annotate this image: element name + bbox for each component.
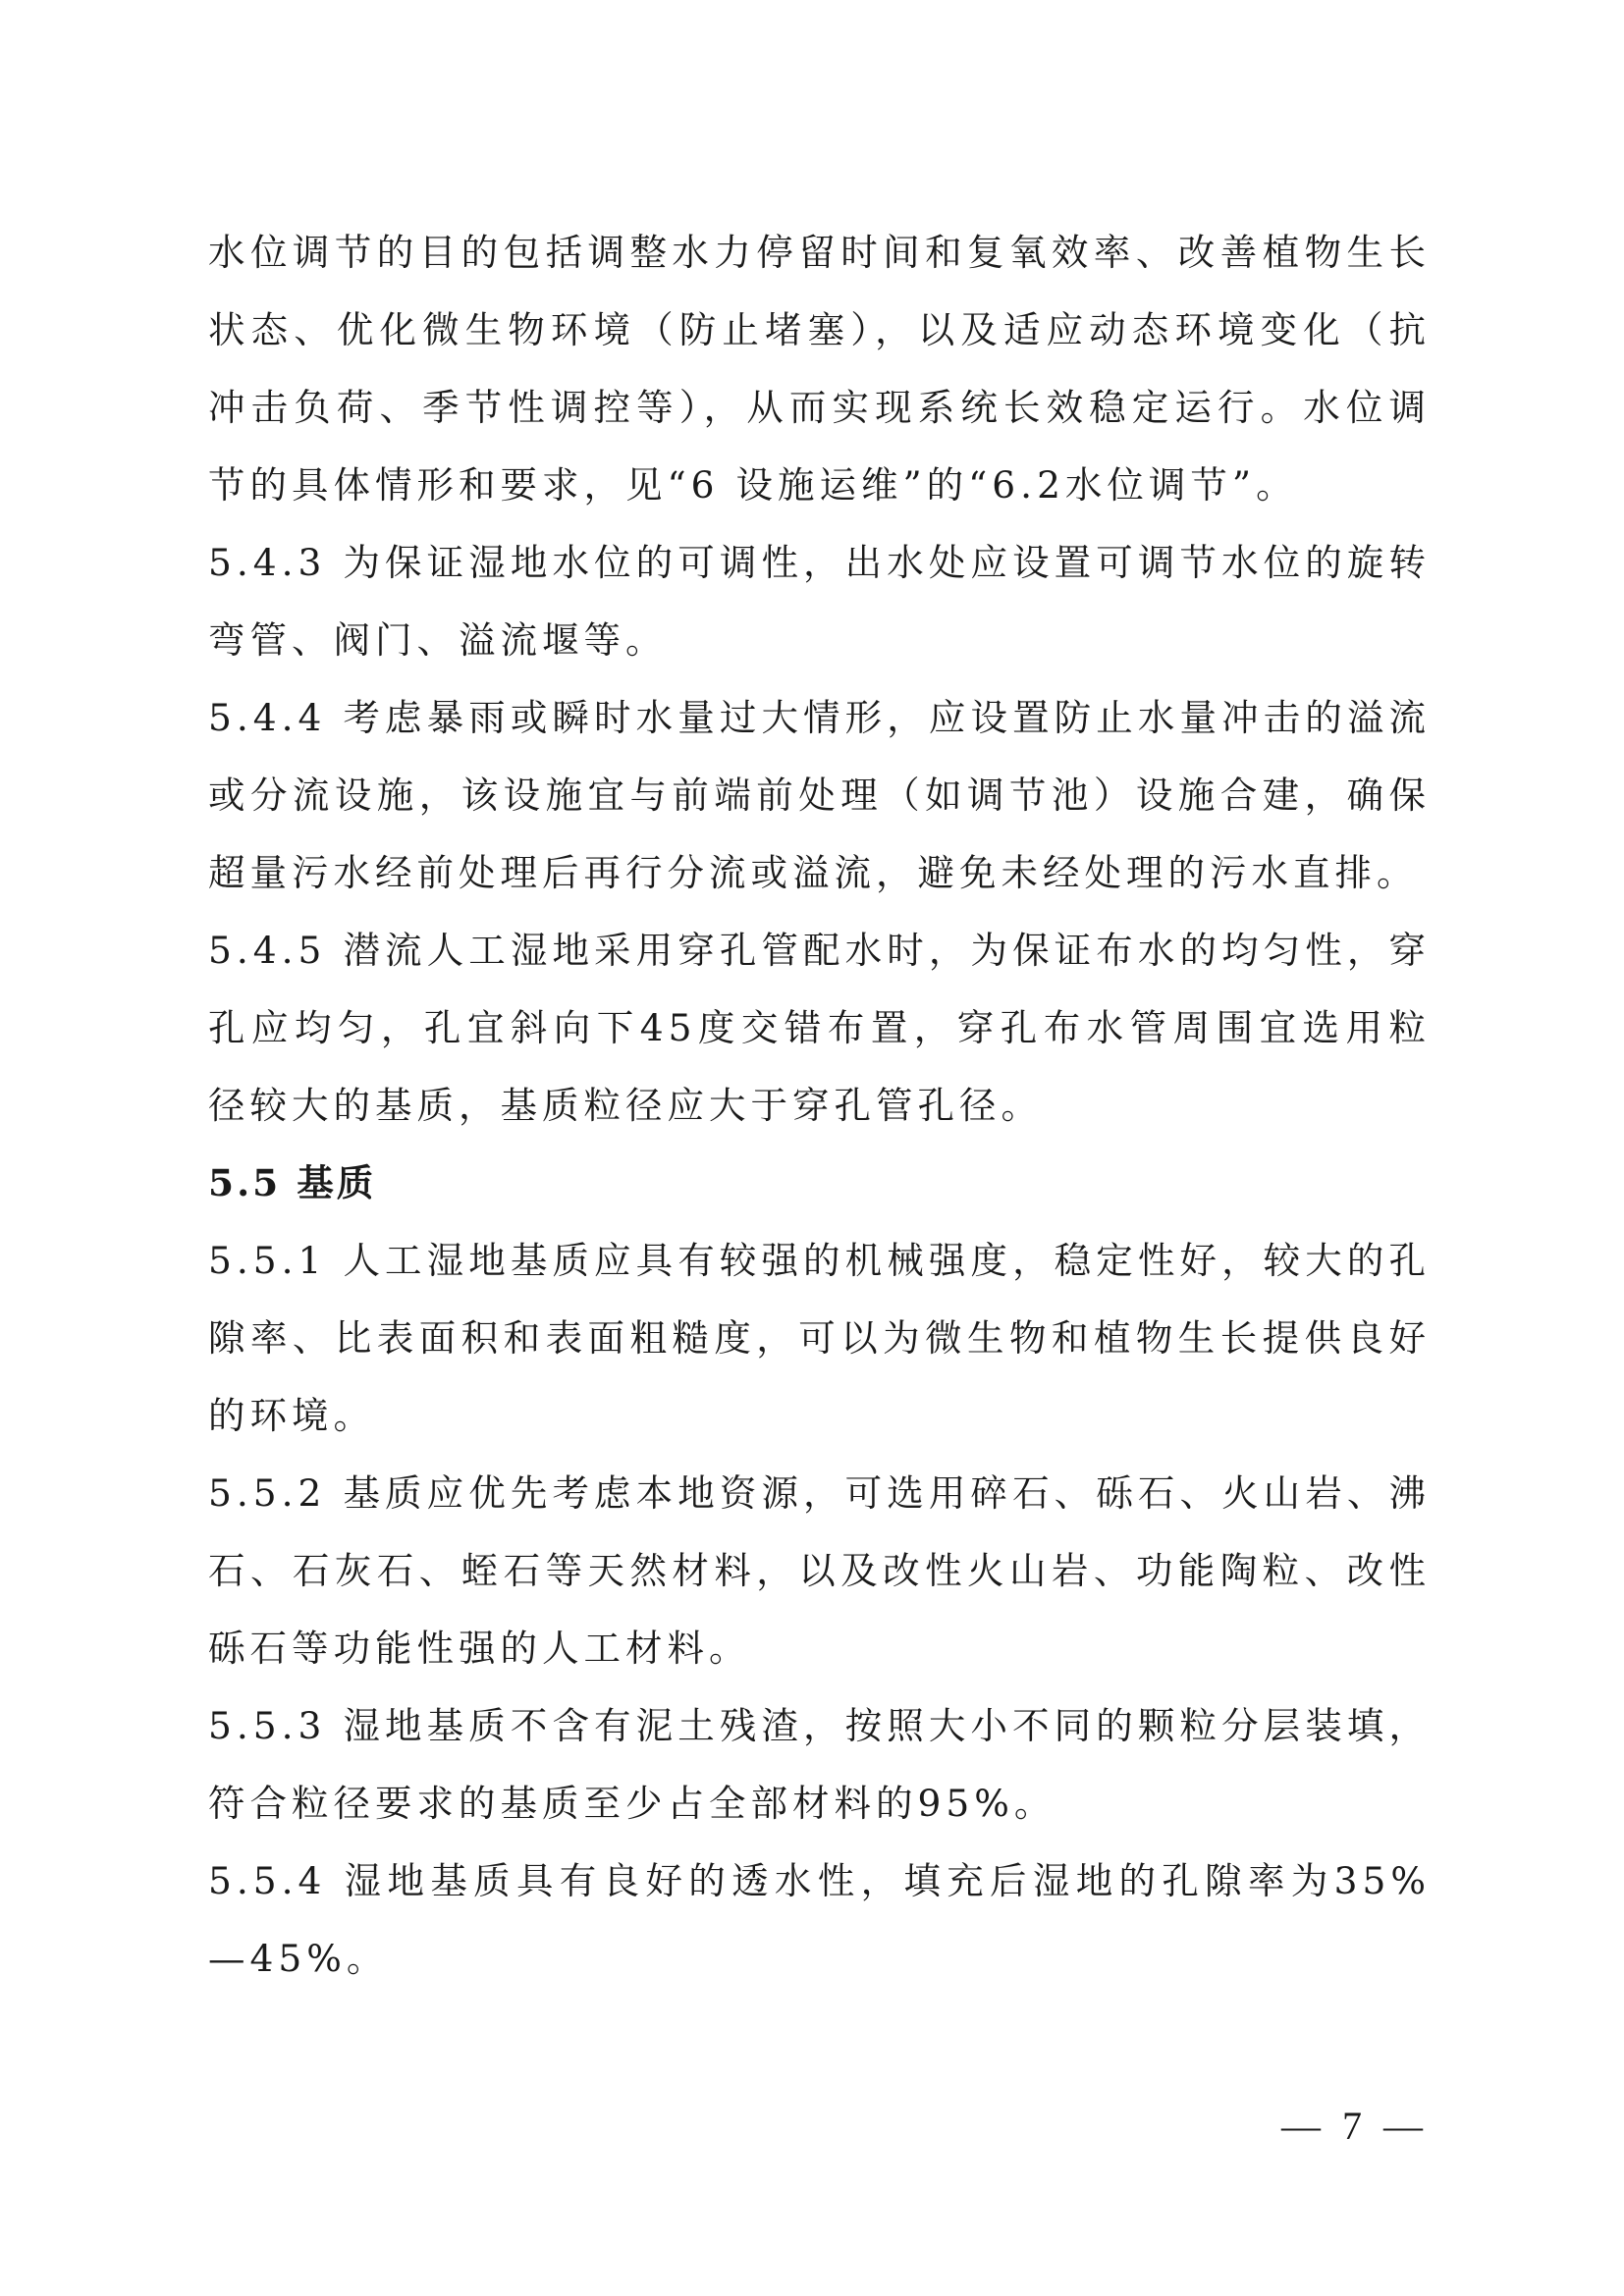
page-body xyxy=(208,214,1431,1998)
clause-5-4-3: 5.4.3 为保证湿地水位的可调性，出水处应设置可调节水位的旋转弯管、阀门、溢流堰等。 xyxy=(208,541,1431,662)
paragraph-water-level-purpose: 水位调节的目的包括调整水力停留时间和复氧效率、改善植物生长状态、优化微生物环境（防止堵塞），以及适应动态环境变化（抗冲击负荷、季节性调控等），从而实现系统长效稳定运行。水位调节的具体情形和要求，见“6 设施运维”的“6.2水位调节”。 xyxy=(208,231,1431,507)
clause-5-4-5: 5.4.5 潜流人工湿地采用穿孔管配水时，为保证布水的均匀性，穿孔应均匀，孔宜斜向下45度交错布置，穿孔布水管周围宜选用粒径较大的基质，基质粒径应大于穿孔管孔径。 xyxy=(208,929,1431,1127)
page-number: — 7 — xyxy=(1281,2104,1429,2148)
clause-5-5-3: 5.5.3 湿地基质不含有泥土残渣，按照大小不同的颗粒分层装填，符合粒径要求的基质至少占全部材料的95%。 xyxy=(208,1704,1431,1825)
clause-5-5-2: 5.5.2 基质应优先考虑本地资源，可选用碎石、砾石、火山岩、沸石、石灰石、蛭石等天然材料，以及改性火山岩、功能陶粒、改性砾石等功能性强的人工材料。 xyxy=(208,1471,1431,1670)
clause-5-5-1: 5.5.1 人工湿地基质应具有较强的机械强度，稳定性好，较大的孔隙率、比表面积和表面粗糙度，可以为微生物和植物生长提供良好的环境。 xyxy=(208,1239,1431,1437)
clause-5-4-4: 5.4.4 考虑暴雨或瞬时水量过大情形，应设置防止水量冲击的溢流或分流设施，该设施宜与前端前处理（如调节池）设施合建，确保超量污水经前处理后再行分流或溢流，避免未经处理的污水直排。 xyxy=(208,696,1431,894)
section-heading-5-5: 5.5 基质 xyxy=(208,1161,377,1204)
clause-5-5-4: 5.5.4 湿地基质具有良好的透水性，填充后湿地的孔隙率为35%—45%。 xyxy=(208,1859,1431,1980)
